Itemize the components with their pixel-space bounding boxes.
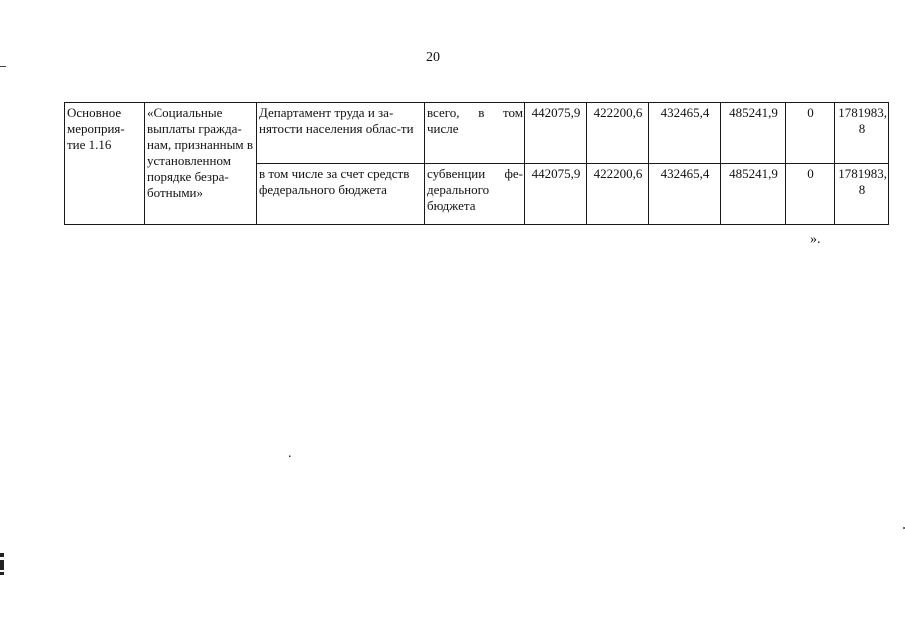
value-cell: 0 (786, 103, 835, 164)
total-cell (835, 164, 889, 225)
table-row (65, 103, 889, 164)
value-cell: 0 (786, 164, 835, 225)
activity-code-cell: Основное мероприя-тие 1.16 (65, 103, 145, 225)
activity-name-cell: «Социальные выплаты гражда-нам, признанным в установленном порядке безра-ботными» (145, 103, 257, 225)
stray-dot: . (288, 446, 292, 461)
value-cell: 485241,9 (721, 103, 786, 164)
value-cell: 432465,4 (649, 164, 721, 225)
closing-quote-mark: ». (810, 232, 821, 247)
budget-table (64, 102, 889, 225)
value-cell: 442075,9 (525, 103, 587, 164)
total-part: 8 (858, 182, 866, 197)
value-cell: 432465,4 (649, 103, 721, 164)
executor-cell: Департамент труда и за-нятости населения облас-ти (257, 103, 425, 164)
total-part: 1781983, (838, 105, 887, 120)
total-cell (835, 103, 889, 164)
total-part: 1781983, (838, 166, 887, 181)
funding-source-cell: субвенции фе-дерального бюджета (425, 164, 525, 225)
page-number: 20 (426, 50, 440, 65)
total-part: 8 (858, 121, 866, 136)
value-cell: 485241,9 (721, 164, 786, 225)
value-cell: 442075,9 (525, 164, 587, 225)
scan-margin-mark (0, 572, 4, 575)
scan-margin-mark (0, 560, 4, 570)
funding-source-cell: всего, в том числе (425, 103, 525, 164)
value-cell: 422200,6 (587, 164, 649, 225)
margin-tick (0, 66, 6, 67)
scan-margin-mark (0, 553, 4, 557)
value-cell: 422200,6 (587, 103, 649, 164)
executor-cell: в том числе за счет средств федерального бюджета (257, 164, 425, 225)
